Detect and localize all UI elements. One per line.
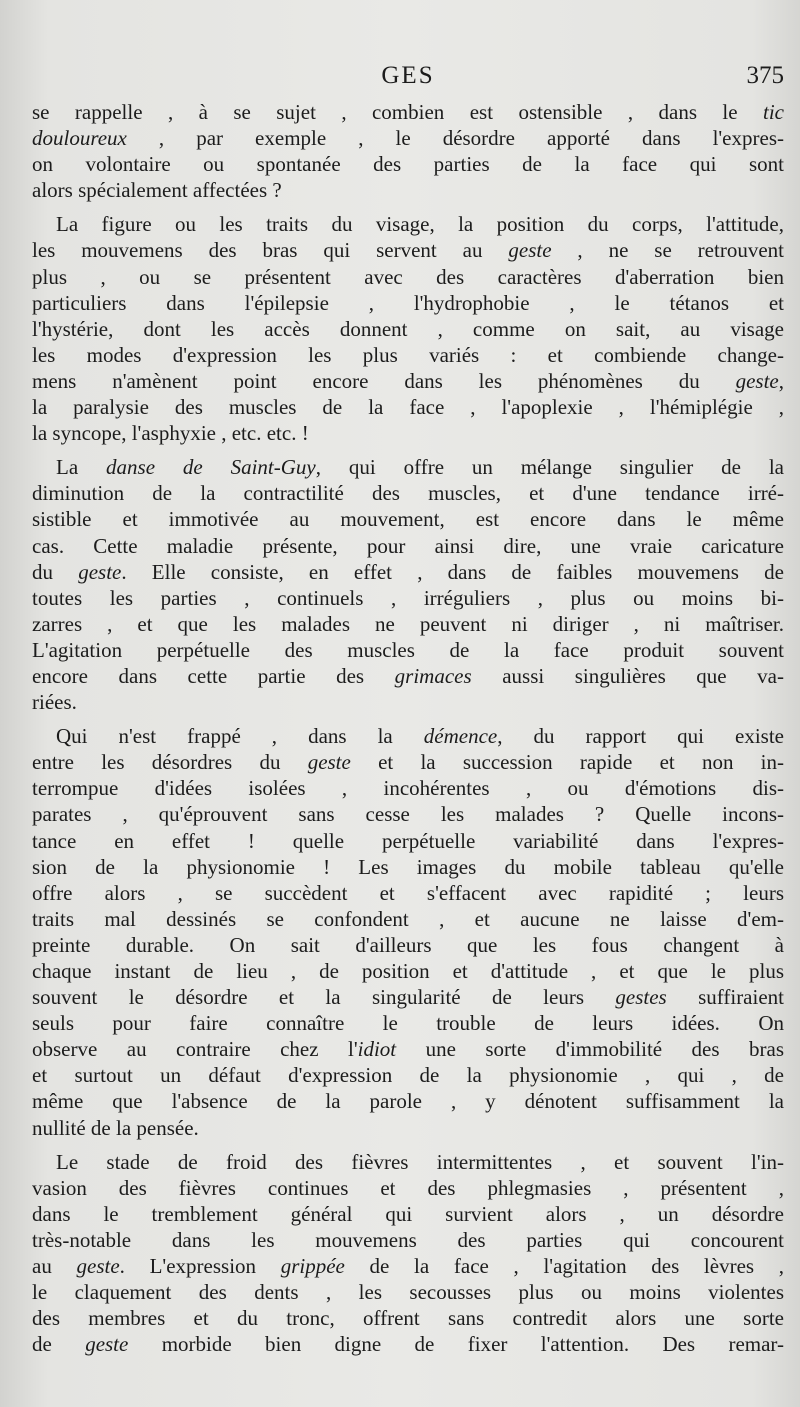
text-line: L'agitation perpétuelle des muscles de la face produit souvent — [32, 637, 784, 662]
text-line: preinte durable. On sait d'ailleurs que les fous changent à — [32, 932, 784, 957]
text-line: Qui n'est frappé , dans la démence, du rapport qui existe — [56, 724, 785, 749]
text-line: sistible et immotivée au mouvement, est encore dans le même — [32, 507, 784, 532]
running-head: GES — [381, 62, 435, 89]
italic-term: démence — [423, 724, 498, 749]
paragraph — [32, 1149, 784, 1358]
text-line: nullité de la pensée. — [32, 1115, 199, 1140]
paragraph — [32, 99, 784, 203]
italic-term: geste — [85, 1332, 129, 1357]
text-line: la paralysie des muscles de la face , l'apoplexie , l'hémiplégie , — [32, 395, 784, 420]
page-header — [32, 62, 784, 100]
text-line: même que l'absence de la parole , y dénotent suffisamment la — [32, 1089, 784, 1114]
text-line: tance en effet ! quelle perpétuelle variabilité dans l'expres- — [32, 828, 784, 853]
text-line: des membres et du tronc, offrent sans contredit alors une sorte — [32, 1306, 784, 1331]
italic-term: gestes — [615, 985, 667, 1010]
text-line: l'hystérie, dont les accès donnent , comme on sait, au visage — [32, 316, 784, 341]
text-line: chaque instant de lieu , de position et d'attitude , et que le plus — [32, 959, 784, 983]
text-line: au geste. L'expression grippée de la face , l'agitation des lèvres , — [32, 1254, 784, 1279]
text-line: on volontaire ou spontanée des parties de la face qui sont — [32, 152, 784, 177]
text-line: souvent le désordre et la singularité de leurs gestes suffiraient — [32, 985, 784, 1010]
italic-term: tic — [763, 100, 784, 124]
text-line: seuls pour faire connaître le trouble de leurs idées. On — [32, 1011, 784, 1036]
text-line: du geste. Elle consiste, en effet , dans de faibles mouvemens de — [32, 559, 784, 584]
text-line: offre alors , se succèdent et s'effacent avec rapidité ; leurs — [32, 880, 784, 905]
italic-term: danse de Saint-Guy — [106, 455, 316, 480]
italic-term: geste — [307, 750, 351, 775]
italic-term: geste — [735, 368, 779, 393]
paragraph — [32, 211, 784, 446]
text-line: la syncope, l'asphyxie , etc. etc. ! — [32, 421, 309, 446]
text-line: sion de la physionomie ! Les images du mobile tableau qu'elle — [32, 854, 784, 879]
text-line: mens n'amènent point encore dans les phénomènes du geste, — [32, 368, 784, 393]
text-line: les modes d'expression les plus variés : et combiende change- — [32, 342, 784, 367]
text-line: dans le tremblement général qui survient alors , un désordre — [32, 1201, 784, 1226]
text-line: parates , qu'éprouvent sans cesse les malades ? Quelle incons- — [32, 802, 784, 827]
text-line: riées. — [32, 690, 77, 715]
italic-term: geste — [78, 559, 122, 584]
text-line: les mouvemens des bras qui servent au geste , ne se retrouvent — [32, 238, 784, 263]
text-line: se rappelle , à se sujet , combien est ostensible , dans le tic — [32, 100, 784, 124]
text-line: terrompue d'idées isolées , incohérentes , ou d'émotions dis- — [32, 776, 784, 801]
text-line: La figure ou les traits du visage, la position du corps, l'attitude, — [56, 212, 784, 237]
text-line: cas. Cette maladie présente, pour ainsi dire, une vraie caricature — [32, 533, 784, 558]
text-line: plus , ou se présentent avec des caractères d'aberration bien — [32, 264, 784, 289]
italic-term: idiot — [357, 1037, 397, 1062]
page-number: 375 — [746, 62, 784, 89]
italic-term: grippée — [280, 1254, 345, 1279]
text-line: diminution de la contractilité des muscles, et d'une tendance irré- — [32, 481, 784, 506]
text-line: très-notable dans les mouvemens des parties qui concourent — [32, 1227, 784, 1252]
text-line: encore dans cette partie des grimaces aussi singulières que va- — [32, 663, 784, 688]
text-line: entre les désordres du geste et la succession rapide et non in- — [32, 750, 785, 775]
text-line: Le stade de froid des fièvres intermittentes , et souvent l'in- — [56, 1149, 784, 1174]
body-text — [32, 99, 784, 1357]
text-line: traits mal dessinés se confondent , et aucune ne laisse d'em- — [32, 906, 784, 931]
paragraph — [32, 454, 784, 715]
paragraph — [32, 723, 784, 1141]
text-line: et surtout un défaut d'expression de la physionomie , qui , de — [32, 1063, 784, 1088]
text-line: La danse de Saint-Guy, qui offre un mélange singulier de la — [56, 455, 784, 480]
italic-term: grimaces — [394, 663, 472, 688]
text-line: vasion des fièvres continues et des phlegmasies , présentent , — [32, 1175, 784, 1200]
text-line: observe au contraire chez l'idiot une sorte d'immobilité des bras — [32, 1037, 784, 1062]
text-line: particuliers dans l'épilepsie , l'hydrophobie , le tétanos et — [32, 290, 784, 315]
italic-term: geste — [76, 1254, 120, 1279]
italic-term: geste — [508, 238, 552, 263]
text-line: alors spécialement affectées ? — [32, 178, 282, 203]
text-line: zarres , et que les malades ne peuvent ni diriger , ni maîtriser. — [32, 611, 784, 636]
text-line: de geste morbide bien digne de fixer l'attention. Des remar- — [32, 1332, 784, 1357]
text-line: douloureux , par exemple , le désordre apporté dans l'expres- — [32, 126, 784, 151]
text-line: le claquement des dents , les secousses plus ou moins violentes — [32, 1280, 784, 1305]
text-line: toutes les parties , continuels , irréguliers , plus ou moins bi- — [32, 585, 784, 610]
italic-term: douloureux — [32, 126, 127, 151]
